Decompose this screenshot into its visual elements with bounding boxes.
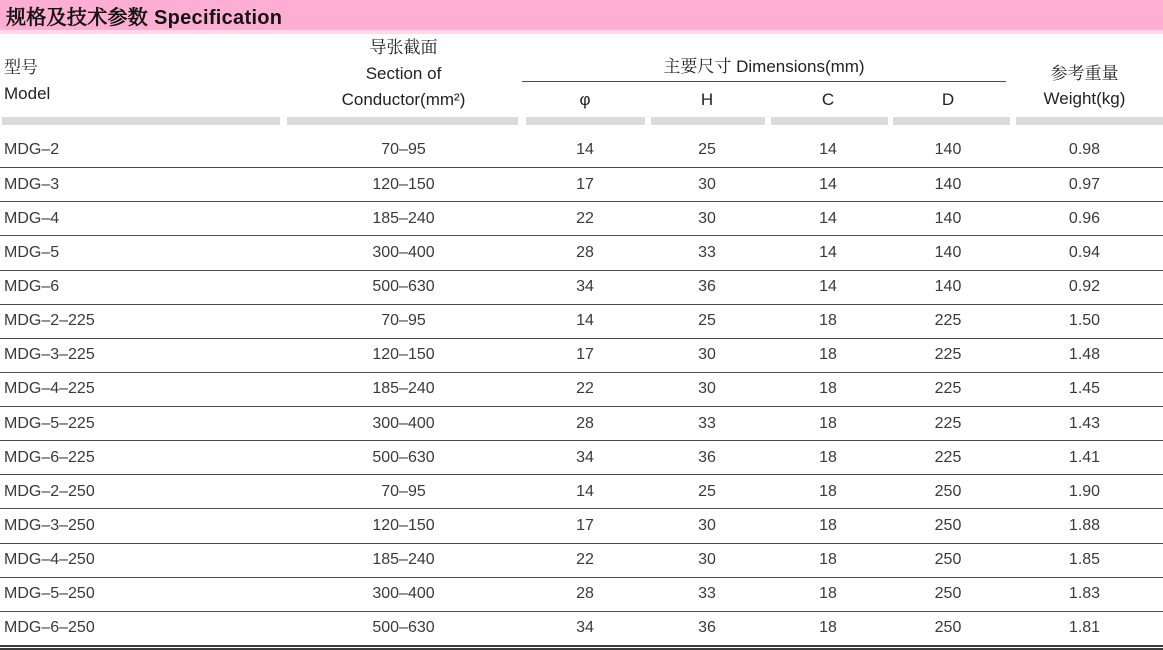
cell-c: 18 (819, 517, 837, 535)
col-group-dimensions-subheaders (522, 82, 1006, 110)
cell-phi: 17 (576, 175, 594, 193)
cell-phi: 22 (576, 380, 594, 398)
col-header-c: C (821, 90, 835, 109)
cell-weight: 0.96 (1068, 209, 1101, 227)
cell-conductor-section: 120–150 (372, 175, 435, 193)
table-row (0, 304, 1163, 338)
col-header-weight-en: Weight(kg) (1043, 89, 1126, 108)
cell-phi: 14 (576, 141, 594, 159)
cell-weight: 1.81 (1068, 619, 1101, 637)
page-title: 规格及技术参数 Specification (6, 6, 283, 29)
cell-conductor-section: 300–400 (372, 243, 435, 261)
cell-d: 225 (934, 448, 962, 466)
table-row (0, 270, 1163, 304)
header-bar-c (771, 117, 888, 125)
header-bar-weight (1016, 117, 1163, 125)
col-header-weight-zh: 参考重量 (1050, 64, 1119, 83)
cell-conductor-section: 185–240 (372, 380, 435, 398)
cell-h: 30 (698, 175, 716, 193)
cell-h: 36 (698, 278, 716, 296)
cell-weight: 1.43 (1068, 414, 1101, 432)
cell-d: 140 (934, 141, 962, 159)
cell-h: 36 (698, 619, 716, 637)
cell-model: MDG–3–225 (4, 346, 95, 364)
header-bar-model (2, 117, 280, 125)
cell-conductor-section: 70–95 (381, 482, 426, 500)
cell-c: 14 (819, 278, 837, 296)
cell-phi: 14 (576, 312, 594, 330)
table-row (0, 611, 1163, 645)
cell-c: 18 (819, 312, 837, 330)
cell-weight: 1.90 (1068, 482, 1101, 500)
cell-phi: 34 (576, 619, 594, 637)
table-row (0, 508, 1163, 542)
header-bar-h (651, 117, 765, 125)
cell-model: MDG–2–250 (4, 482, 95, 500)
cell-model: MDG–3–250 (4, 517, 95, 535)
cell-weight: 1.83 (1068, 585, 1101, 603)
col-group-dimensions-title: 主要尺寸 Dimensions(mm) (522, 56, 1006, 82)
cell-d: 225 (934, 346, 962, 364)
header-underline-bars (0, 117, 1163, 125)
cell-c: 14 (819, 141, 837, 159)
cell-h: 33 (698, 585, 716, 603)
cell-h: 30 (698, 380, 716, 398)
col-header-conductor (285, 35, 522, 113)
cell-d: 140 (934, 209, 962, 227)
cell-conductor-section: 70–95 (381, 141, 426, 159)
col-header-model (4, 55, 50, 107)
cell-model: MDG–6 (4, 278, 60, 296)
cell-conductor-section: 70–95 (381, 312, 426, 330)
cell-phi: 17 (576, 346, 594, 364)
cell-h: 30 (698, 346, 716, 364)
cell-c: 18 (819, 585, 837, 603)
cell-phi: 34 (576, 448, 594, 466)
cell-h: 30 (698, 551, 716, 569)
cell-c: 14 (819, 209, 837, 227)
table-row (0, 577, 1163, 611)
col-header-phi: φ (579, 90, 591, 109)
cell-c: 18 (819, 380, 837, 398)
cell-model: MDG–2 (4, 141, 60, 159)
table-body (0, 133, 1163, 645)
cell-weight: 0.98 (1068, 141, 1101, 159)
cell-conductor-section: 185–240 (372, 209, 435, 227)
cell-conductor-section: 500–630 (372, 619, 435, 637)
table-row (0, 406, 1163, 440)
cell-phi: 28 (576, 243, 594, 261)
cell-weight: 1.85 (1068, 551, 1101, 569)
col-header-conductor-en1: Section of (365, 64, 442, 83)
table-row (0, 235, 1163, 269)
col-header-conductor-zh: 导张截面 (369, 38, 438, 57)
cell-conductor-section: 500–630 (372, 278, 435, 296)
cell-weight: 0.97 (1068, 175, 1101, 193)
col-header-model-en: Model (4, 84, 51, 103)
cell-conductor-section: 500–630 (372, 448, 435, 466)
cell-d: 250 (934, 585, 962, 603)
cell-conductor-section: 300–400 (372, 414, 435, 432)
cell-conductor-section: 120–150 (372, 346, 435, 364)
cell-h: 33 (698, 243, 716, 261)
cell-c: 18 (819, 619, 837, 637)
col-header-weight (1006, 61, 1163, 111)
cell-weight: 1.88 (1068, 517, 1101, 535)
cell-phi: 28 (576, 585, 594, 603)
cell-model: MDG–3 (4, 175, 60, 193)
header-bar-phi (526, 117, 645, 125)
section-title-bar (0, 0, 1163, 30)
cell-h: 25 (698, 482, 716, 500)
col-header-model-zh: 型号 (4, 58, 38, 77)
table-row (0, 543, 1163, 577)
cell-d: 250 (934, 517, 962, 535)
cell-phi: 28 (576, 414, 594, 432)
cell-d: 140 (934, 175, 962, 193)
cell-weight: 1.45 (1068, 380, 1101, 398)
cell-h: 25 (698, 312, 716, 330)
header-bar-conductor (287, 117, 518, 125)
cell-model: MDG–5 (4, 243, 60, 261)
cell-weight: 1.41 (1068, 448, 1101, 466)
table-row (0, 440, 1163, 474)
cell-model: MDG–2–225 (4, 312, 95, 330)
cell-h: 25 (698, 141, 716, 159)
cell-d: 250 (934, 551, 962, 569)
cell-model: MDG–5–250 (4, 585, 95, 603)
col-header-d: D (941, 90, 955, 109)
cell-weight: 1.50 (1068, 312, 1101, 330)
cell-model: MDG–5–225 (4, 414, 95, 432)
cell-phi: 22 (576, 551, 594, 569)
col-header-h: H (700, 90, 714, 109)
cell-d: 225 (934, 380, 962, 398)
cell-c: 18 (819, 482, 837, 500)
table-row (0, 338, 1163, 372)
cell-conductor-section: 300–400 (372, 585, 435, 603)
cell-d: 140 (934, 243, 962, 261)
cell-c: 14 (819, 243, 837, 261)
cell-d: 140 (934, 278, 962, 296)
cell-model: MDG–4–250 (4, 551, 95, 569)
col-header-conductor-en2: Conductor(mm²) (341, 90, 466, 109)
cell-weight: 0.92 (1068, 278, 1101, 296)
cell-d: 225 (934, 414, 962, 432)
cell-model: MDG–4–225 (4, 380, 95, 398)
cell-model: MDG–6–225 (4, 448, 95, 466)
col-group-dimensions (522, 56, 1006, 110)
cell-conductor-section: 185–240 (372, 551, 435, 569)
cell-model: MDG–6–250 (4, 619, 95, 637)
cell-d: 250 (934, 482, 962, 500)
cell-c: 18 (819, 551, 837, 569)
cell-phi: 14 (576, 482, 594, 500)
table-row (0, 201, 1163, 235)
cell-model: MDG–4 (4, 209, 60, 227)
cell-c: 18 (819, 346, 837, 364)
cell-conductor-section: 120–150 (372, 517, 435, 535)
cell-d: 250 (934, 619, 962, 637)
table-row (0, 474, 1163, 508)
cell-weight: 1.48 (1068, 346, 1101, 364)
cell-d: 225 (934, 312, 962, 330)
cell-h: 30 (698, 209, 716, 227)
cell-h: 33 (698, 414, 716, 432)
cell-c: 18 (819, 414, 837, 432)
cell-phi: 22 (576, 209, 594, 227)
table-row (0, 372, 1163, 406)
table-bottom-border (0, 645, 1163, 650)
table-row (0, 167, 1163, 201)
cell-c: 18 (819, 448, 837, 466)
cell-h: 30 (698, 517, 716, 535)
cell-c: 14 (819, 175, 837, 193)
cell-phi: 34 (576, 278, 594, 296)
table-row (0, 133, 1163, 167)
cell-h: 36 (698, 448, 716, 466)
cell-phi: 17 (576, 517, 594, 535)
table-header (0, 34, 1163, 117)
header-bar-d (893, 117, 1010, 125)
cell-weight: 0.94 (1068, 243, 1101, 261)
